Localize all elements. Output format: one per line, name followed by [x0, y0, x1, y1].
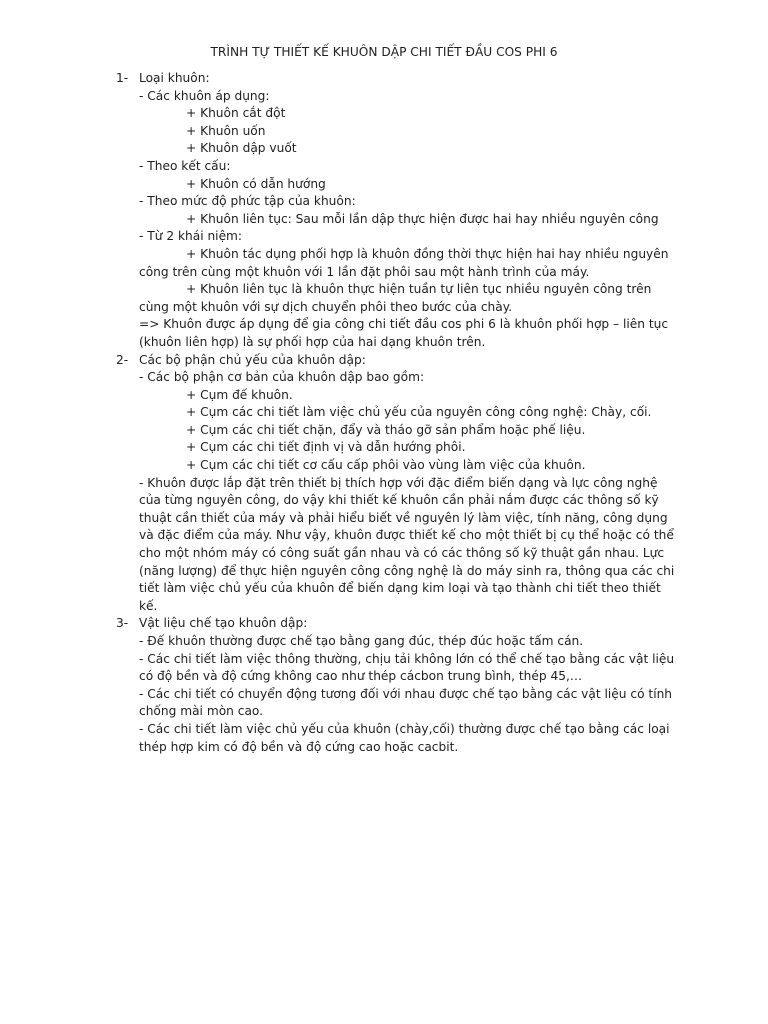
list-item: + Cụm đế khuôn. — [186, 387, 293, 402]
section-heading-text: Loại khuôn: — [139, 71, 210, 85]
section-number: 1- — [116, 71, 129, 85]
document-title: TRÌNH TỰ THIẾT KẾ KHUÔN DẬP CHI TIẾT ĐẦU COS PHI 6 — [210, 45, 558, 59]
section-1 — [116, 70, 682, 352]
list-item: + Khuôn dập vuốt — [186, 141, 297, 156]
section-heading-text: Các bộ phận chủ yếu của khuôn dập: — [139, 352, 366, 367]
list-item: + Cụm các chi tiết cơ cấu cấp phôi vào vùng làm việc của khuôn. — [186, 458, 586, 473]
paragraph: => Khuôn được áp dụng để gia công chi tiết đầu cos phi 6 là khuôn phối hợp – liên tục (khuôn liên hợp) là sự phối hợp của hai dạng khuôn trên. — [139, 317, 669, 349]
paragraph: - Đế khuôn thường được chế tạo bằng gang đúc, thép đúc hoặc tấm cán. — [139, 634, 584, 648]
paragraph: + Khuôn tác dụng phối hợp là khuôn đồng thời thực hiện hai hay nhiều nguyên công trên cùng một khuôn với 1 lần đặt phôi sau một hành trình của máy. — [139, 246, 669, 279]
section-heading — [116, 352, 682, 370]
section-heading — [116, 70, 682, 88]
text-line: - Các bộ phận cơ bản của khuôn dập bao gồm: — [139, 370, 425, 385]
text-line: - Các khuôn áp dụng: — [139, 88, 270, 103]
list-item: + Cụm các chi tiết làm việc chủ yếu của nguyên công công nghệ: Chày, cối. — [186, 405, 652, 420]
section-2 — [116, 352, 682, 616]
paragraph: - Các chi tiết có chuyển động tương đối với nhau được chế tạo bằng các vật liệu có tính chống mài mòn cao. — [139, 686, 673, 719]
list-item: + Khuôn liên tục: Sau mỗi lần dập thực hiện được hai hay nhiều nguyên công — [186, 211, 659, 226]
section-3 — [116, 615, 682, 756]
text-line: - Theo mức độ phức tập của khuôn: — [139, 194, 356, 209]
section-number: 3- — [116, 616, 129, 631]
section-heading — [116, 615, 682, 633]
list-item: + Khuôn cắt đột — [186, 106, 286, 121]
text-line: - Theo kết cấu: — [139, 158, 231, 173]
section-heading-text: Vật liệu chế tạo khuôn dập: — [139, 616, 308, 631]
list-item: + Cụm các chi tiết định vị và dẫn hướng phôi. — [186, 440, 466, 455]
paragraph: - Các chi tiết làm việc thông thường, chịu tải không lớn có thể chế tạo bằng các vật liệu có độ bền và độ cứng không cao như thép cácbon trung bình, thép 45,… — [139, 651, 675, 684]
text-line: - Từ 2 khái niệm: — [139, 229, 243, 244]
list-item: + Khuôn có dẫn hướng — [186, 176, 326, 191]
section-number: 2- — [116, 352, 129, 367]
list-item: + Khuôn uốn — [186, 123, 266, 138]
paragraph: + Khuôn liên tục là khuôn thực hiện tuần tự liên tục nhiều nguyên công trên cùng một khuôn với sự dịch chuyển phôi theo bước của chày. — [139, 282, 652, 314]
paragraph: - Các chi tiết làm việc chủ yếu của khuôn (chày,cối) thường được chế tạo bằng các loại thép hợp kim có độ bền và độ cứng cao hoặc cacbit. — [139, 721, 670, 754]
document-body — [116, 70, 682, 756]
list-item: + Cụm các chi tiết chặn, đẩy và tháo gỡ sản phẩm hoặc phế liệu. — [186, 422, 586, 437]
paragraph: - Khuôn được lắp đặt trên thiết bị thích hợp với đặc điểm biến dạng và lực công nghệ của từng nguyên công, do vậy khi thiết kế khuôn cần phải nắm được các thông số kỹ thuật cần thiết của máy và phải hiểu biết về nguyên lý làm việc, tính năng, công dụng và đặc điểm của máy. Như vậy, khuôn được thiết kế cho một thiết bị cụ thể hoặc có thể cho một nhóm máy có công suất gần nhau và có các thông số kỹ thuật gần nhau. Lực (năng lượng) để thực hiện nguyên công công nghệ là do máy sinh ra, thông qua các chi tiết làm việc chủ yếu của khuôn để biến dạng kim loại và tạo thành chi tiết theo thiết kế. — [139, 475, 675, 613]
